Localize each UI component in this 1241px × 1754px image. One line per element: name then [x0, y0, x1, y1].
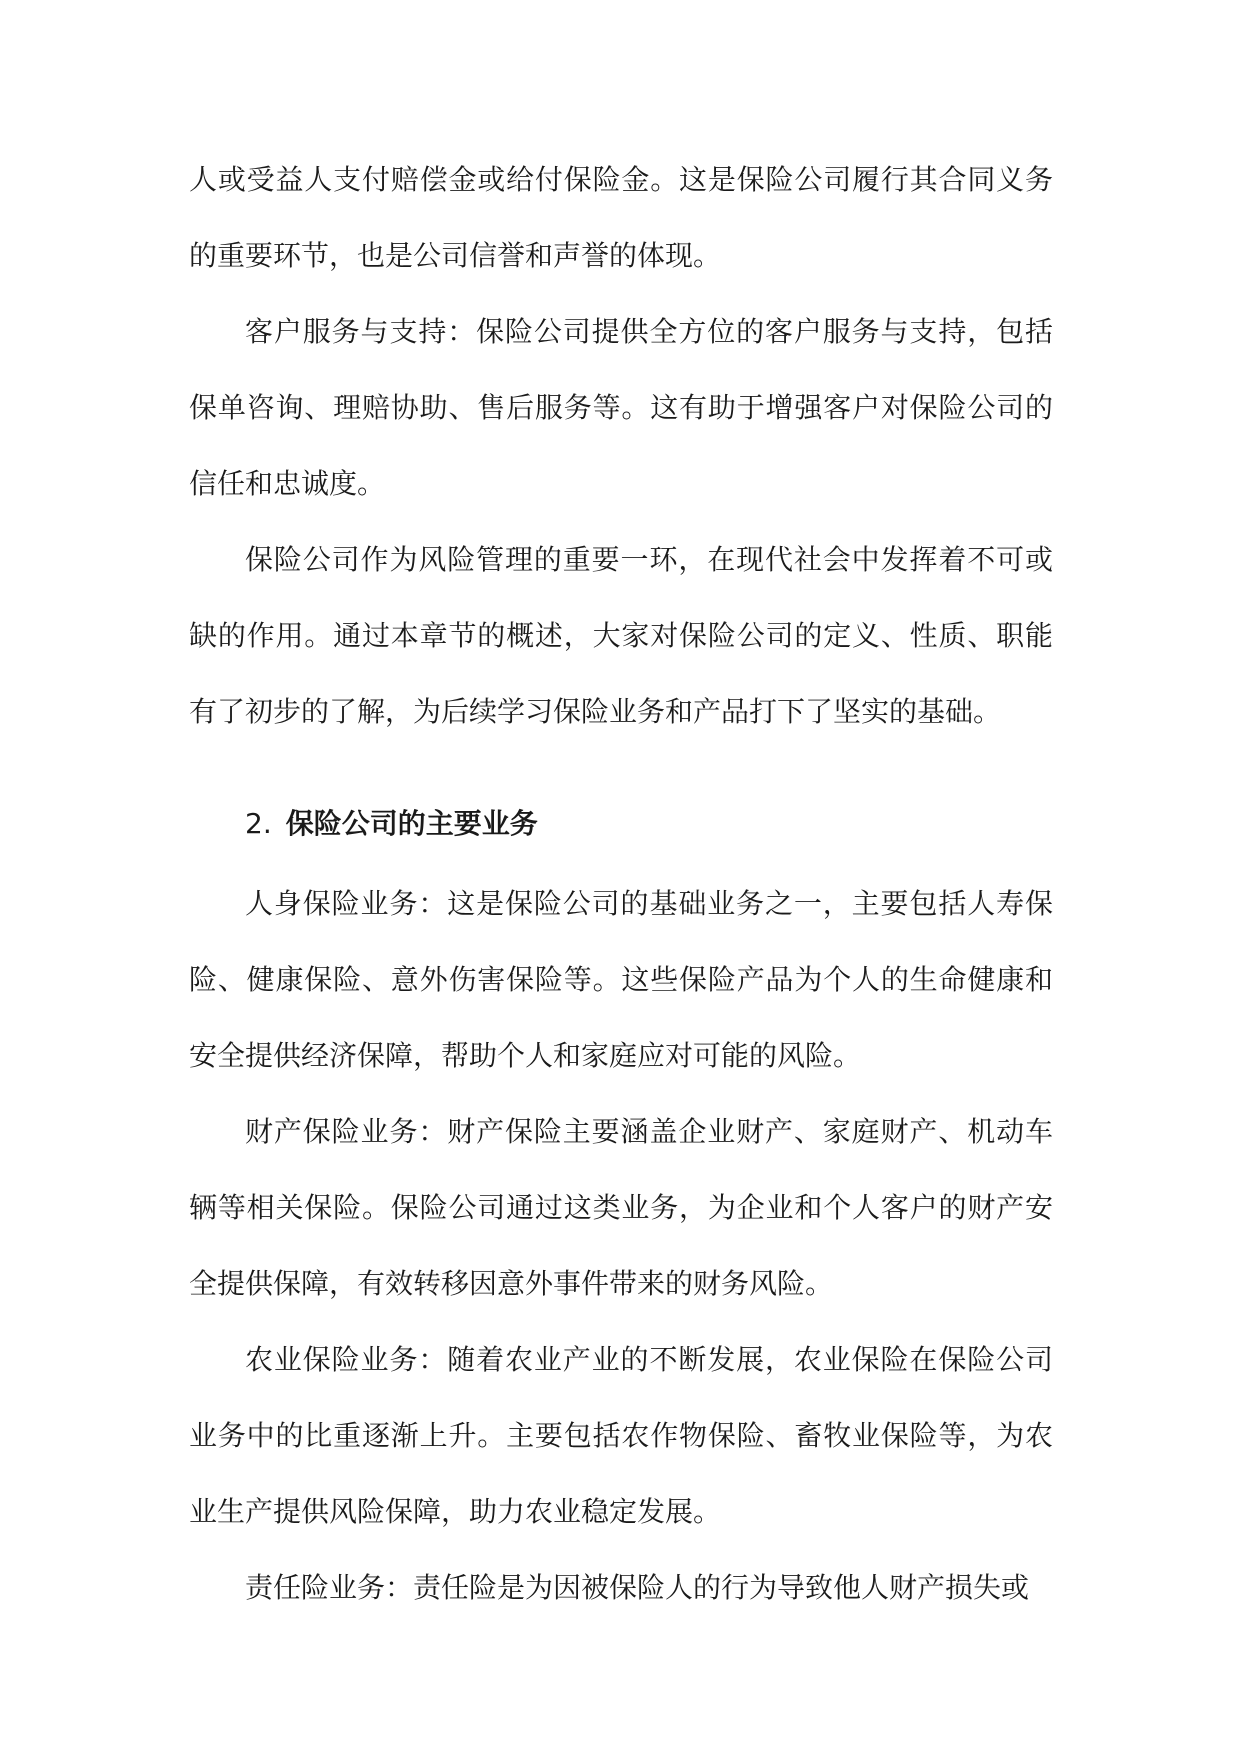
section-heading	[189, 786, 1053, 862]
paragraph-summary: 保险公司作为风险管理的重要一环，在现代社会中发挥着不可或缺的作用。通过本章节的概述，大家对保险公司的定义、性质、职能有了初步的了解，为后续学习保险业务和产品打下了坚实的基础。	[189, 543, 1053, 728]
document-body	[189, 142, 1053, 1626]
section-number: 2.	[245, 807, 272, 840]
paragraph-customer-service: 客户服务与支持：保险公司提供全方位的客户服务与支持，包括保单咨询、理赔协助、售后服务等。这有助于增强客户对保险公司的信任和忠诚度。	[189, 315, 1053, 500]
paragraph-liability-insurance: 责任险业务：责任险是为因被保险人的行为导致他人财产损失或	[245, 1571, 1030, 1604]
paragraph-property-insurance: 财产保险业务：财产保险主要涵盖企业财产、家庭财产、机动车辆等相关保险。保险公司通过这类业务，为企业和个人客户的财产安全提供保障，有效转移因意外事件带来的财务风险。	[189, 1115, 1053, 1300]
paragraph-agricultural-insurance: 农业保险业务：随着农业产业的不断发展，农业保险在保险公司业务中的比重逐渐上升。主要包括农作物保险、畜牧业保险等，为农业生产提供风险保障，助力农业稳定发展。	[189, 1343, 1053, 1528]
paragraph-life-insurance: 人身保险业务：这是保险公司的基础业务之一，主要包括人寿保险、健康保险、意外伤害保险等。这些保险产品为个人的生命健康和安全提供经济保障，帮助个人和家庭应对可能的风险。	[189, 887, 1053, 1072]
paragraph-continued: 人或受益人支付赔偿金或给付保险金。这是保险公司履行其合同义务的重要环节，也是公司信誉和声誉的体现。	[189, 163, 1053, 272]
section-title: 保险公司的主要业务	[285, 807, 538, 840]
